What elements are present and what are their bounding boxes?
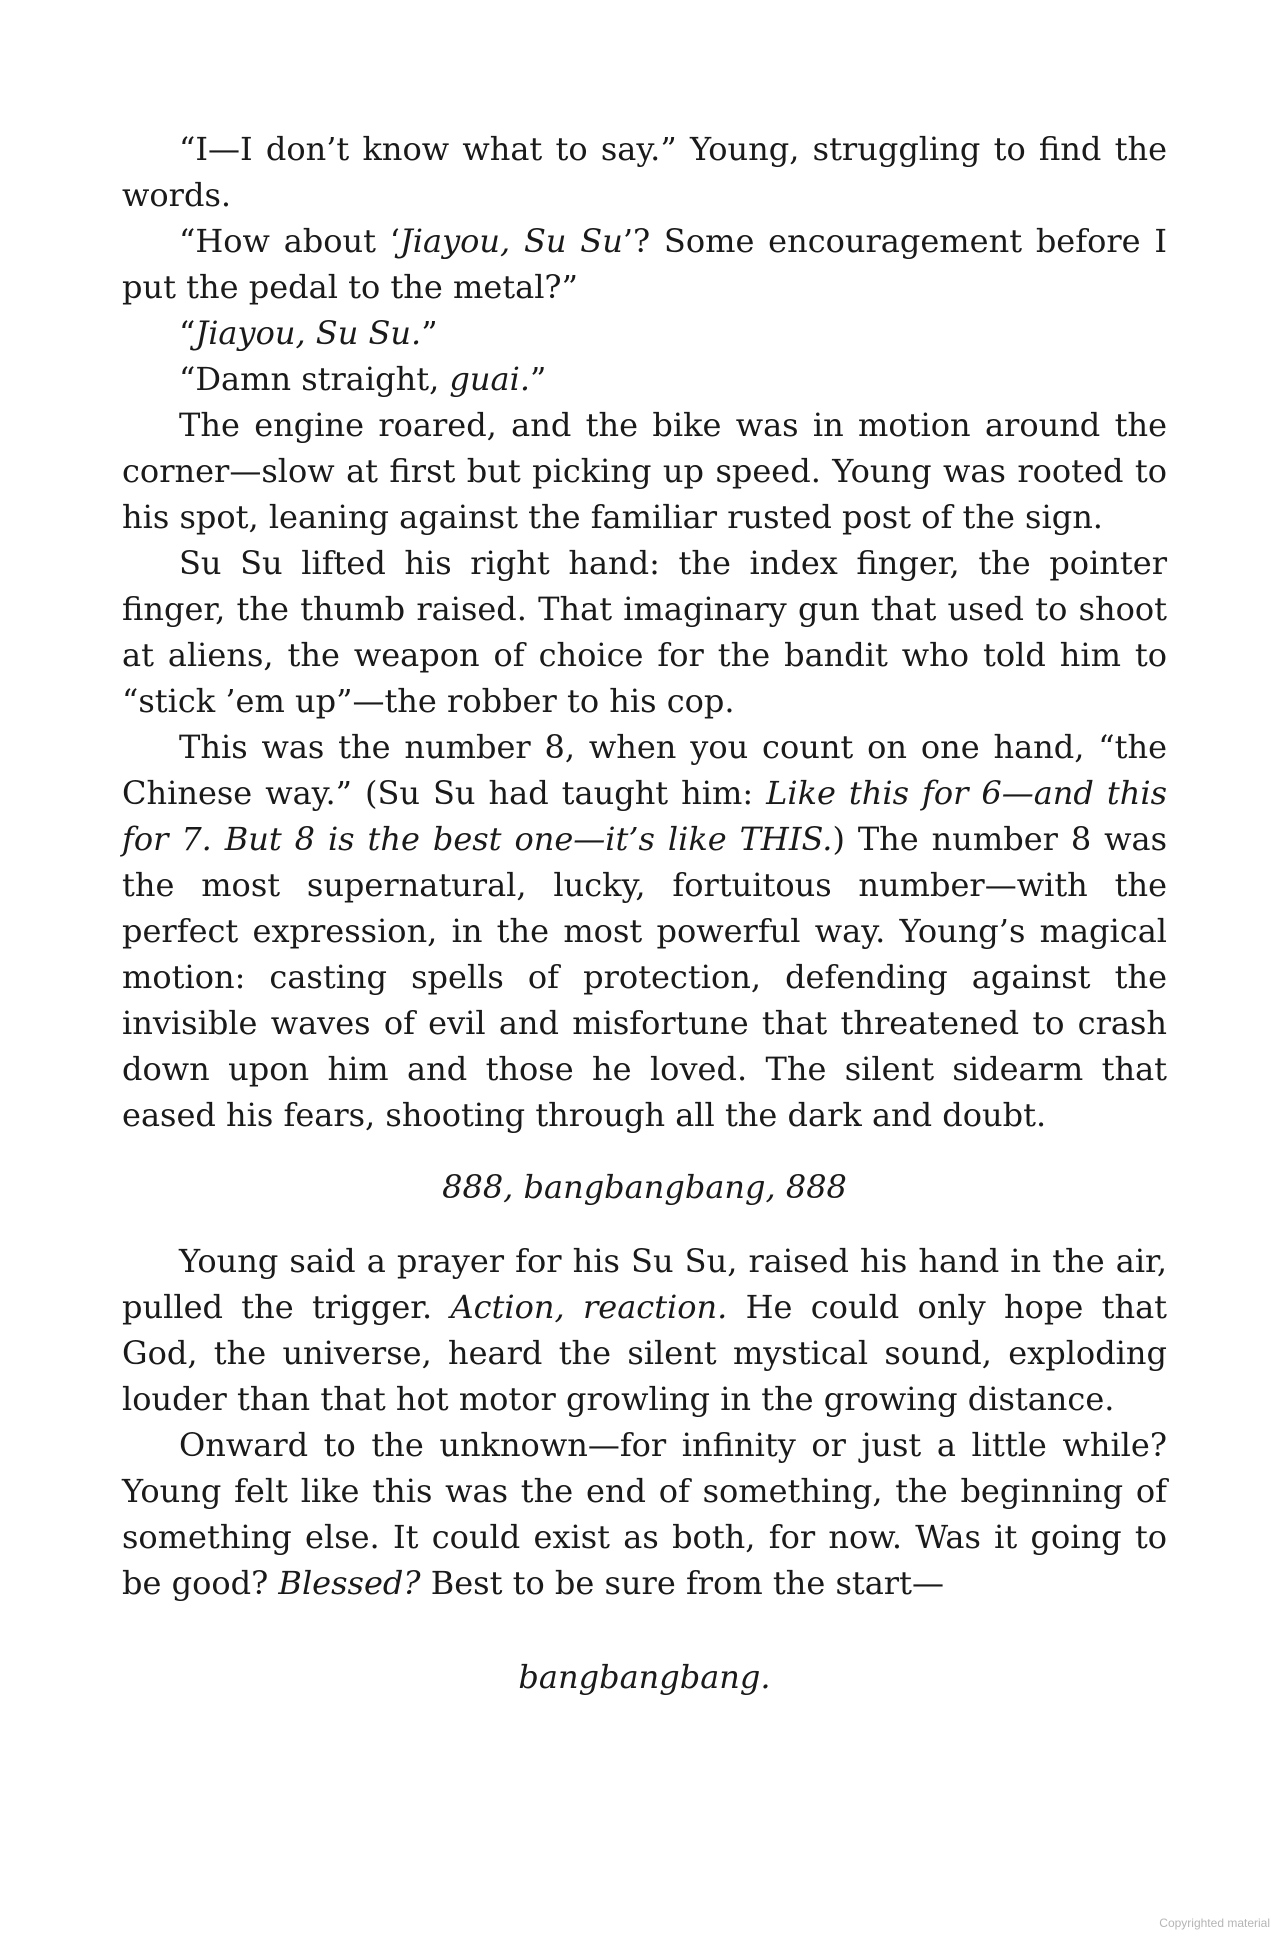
text-run: Onward to the unknown—for infinity or just a little while? Young felt like this was the end of something, the beginning of something else. It could exist as both, for now. Was it going to be good? [122, 1426, 1167, 1602]
spacer [122, 1210, 1167, 1238]
paragraph [122, 724, 1167, 1138]
italic-text: guai. [449, 360, 530, 398]
book-page [122, 126, 1167, 1700]
text-run: Best to be sure from the start— [420, 1564, 944, 1602]
spacer [122, 1606, 1167, 1654]
text-run: “How about ‘ [179, 222, 400, 260]
paragraph: “I—I don’t know what to say.” Young, struggling to find the words. [122, 130, 1167, 214]
paragraph: The engine roared, and the bike was in motion around the corner—slow at first but picking up speed. Young was rooted to his spot, leaning against the familiar rusted post of the sign. [122, 406, 1167, 536]
italic-text: Like this for 6—and this for 7. But 8 is the best one—it’s like THIS. [122, 774, 1168, 858]
text-run: He could only hope that God, the universe, heard the silent mystical sound, exploding louder than that hot motor growling in the growing distance. [122, 1288, 1168, 1418]
paragraph [122, 1238, 1167, 1422]
paragraph: Su Su lifted his right hand: the index finger, the pointer finger, the thumb raised. That imaginary gun that used to shoot at aliens, the weapon of choice for the bandit who told him to “stick ’em up”—the robber to his cop. [122, 544, 1167, 720]
text-run: ” [421, 314, 438, 352]
italic-text: Jiayou, Su Su. [195, 314, 422, 352]
text-run: ’? Some encouragement before I put the pedal to the metal?” [122, 222, 1167, 306]
text-run: ” [529, 360, 547, 398]
italic-text: Action, reaction. [450, 1288, 728, 1326]
centered-italic-line: bangbangbang. [518, 1658, 771, 1696]
paragraph [122, 1422, 1167, 1606]
text-run: Young said a prayer for his Su Su, raised his hand in the air, pulled the trigger. [122, 1242, 1167, 1326]
paragraph [122, 218, 1167, 310]
text-run: “Damn straight, [179, 360, 450, 398]
text-run: This was the number 8, when you count on one hand, “the Chinese way.” (Su Su had taught him: [122, 728, 1167, 812]
paragraph [122, 356, 1167, 402]
italic-text: Jiayou, Su Su [399, 222, 623, 260]
italic-text: Blessed? [278, 1564, 421, 1602]
paragraph [122, 310, 1167, 356]
copyright-watermark: Copyrighted material [1159, 1916, 1270, 1930]
text-run: ) The number 8 was the most supernatural, lucky, fortuitous number—with the perfect expression, in the most powerful way. Young’s magical motion: casting spells of protection, defending against the invisible waves of evil and misfortune that threatened to crash down upon him and those he loved. The silent sidearm that eased his fears, shooting through all the dark and doubt. [122, 820, 1168, 1134]
centered-italic-line: 888, bangbangbang, 888 [442, 1168, 847, 1206]
text-run: “ [179, 314, 196, 352]
spacer [122, 1138, 1167, 1164]
